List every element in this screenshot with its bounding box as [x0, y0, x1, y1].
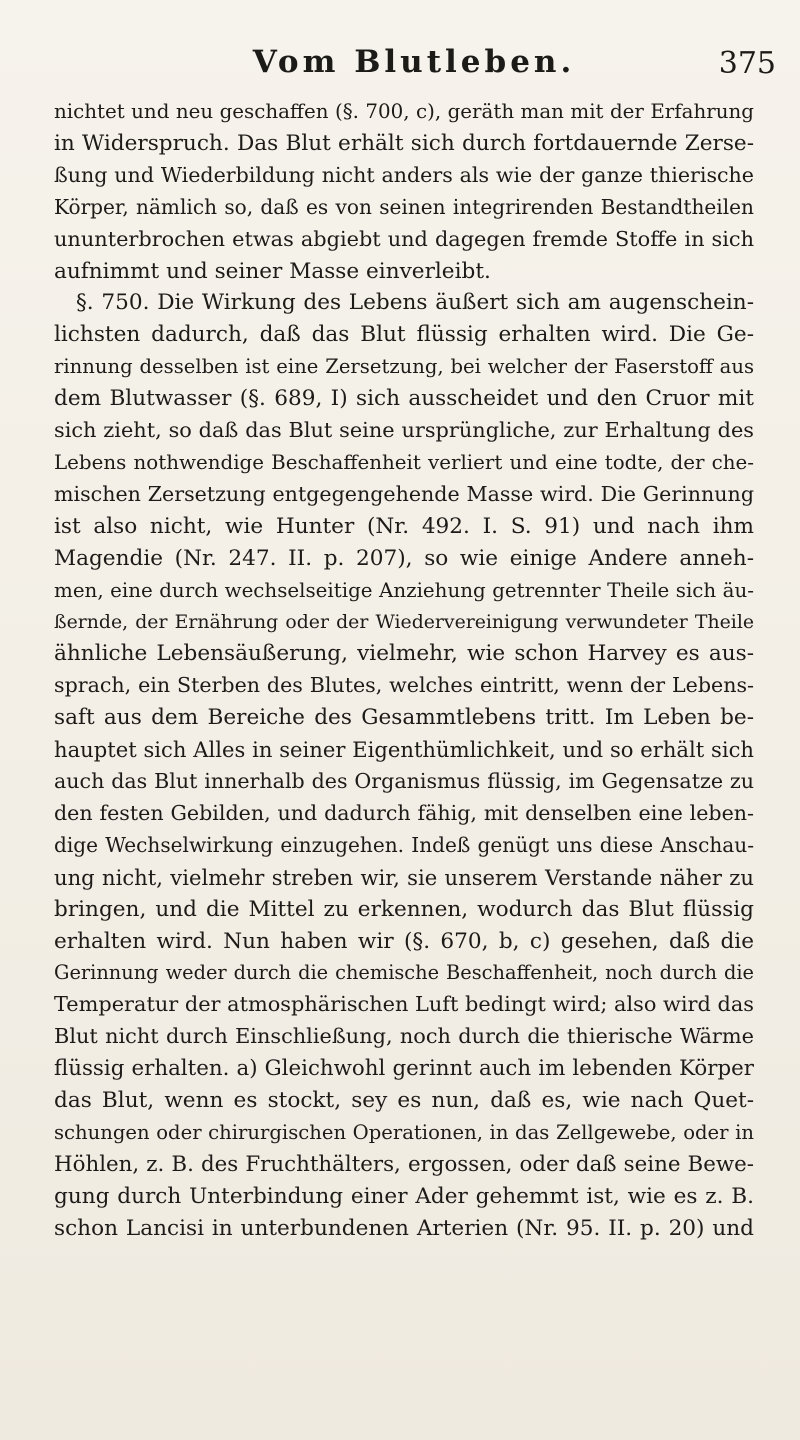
text-line: das Blut, wenn es stockt, sey es nun, daß es, wie nach Quet- — [54, 1088, 754, 1114]
text-line: Lebens nothwendige Beschaffenheit verliert und eine todte, der che- — [54, 450, 754, 474]
text-line: hauptet sich Alles in seiner Eigenthümlichkeit, und so erhält sich — [54, 737, 754, 763]
text-line: nichtet und neu geschaffen (§. 700, c), geräth man mit der Erfahrung — [54, 100, 754, 123]
text-line: schon Lancisi in unterbundenen Arterien (Nr. 95. II. p. 20) und — [54, 1215, 754, 1241]
text-line: ßung und Wiederbildung nicht anders als wie der ganze thierische — [54, 162, 754, 187]
text-line: lichsten dadurch, daß das Blut flüssig erhalten wird. Die Ge- — [54, 322, 754, 348]
page-number: 375 — [718, 46, 776, 81]
text-line: Magendie (Nr. 247. II. p. 207), so wie einige Andere anneh- — [54, 545, 754, 571]
text-line: bringen, und die Mittel zu erkennen, wodurch das Blut flüssig — [54, 896, 754, 922]
page-header — [52, 44, 776, 88]
text-line: flüssig erhalten. a) Gleichwohl gerinnt auch im lebenden Körper — [54, 1056, 754, 1082]
text-line: erhalten wird. Nun haben wir (§. 670, b, c) gesehen, daß die — [54, 928, 754, 954]
text-line: sich zieht, so daß das Blut seine ursprüngliche, zur Erhaltung des — [54, 418, 754, 443]
text-line: in Widerspruch. Das Blut erhält sich durch fortdauernde Zerse- — [54, 130, 754, 156]
text-line: dige Wechselwirkung einzugehen. Indeß genügt uns diese Anschau- — [54, 832, 754, 857]
text-line: men, eine durch wechselseitige Anziehung getrennter Theile sich äu- — [54, 578, 754, 602]
text-line: Gerinnung weder durch die chemische Beschaffenheit, noch durch die — [54, 961, 754, 985]
text-line: sprach, ein Sterben des Blutes, welches eintritt, wenn der Lebens- — [54, 673, 754, 698]
text-line: den festen Gebilden, und dadurch fähig, mit denselben eine leben- — [54, 800, 754, 825]
text-line: aufnimmt und seiner Masse einverleibt. — [54, 258, 491, 284]
text-line: Körper, nämlich so, daß es von seinen integrirenden Bestandtheilen — [54, 194, 754, 219]
text-line: Blut nicht durch Einschließung, noch durch die thierische Wärme — [54, 1024, 754, 1049]
text-line: ähnliche Lebensäußerung, vielmehr, wie schon Harvey es aus- — [54, 641, 754, 667]
text-line: mischen Zersetzung entgegengehende Masse wird. Die Gerinnung — [54, 481, 754, 506]
text-line: schungen oder chirurgischen Operationen, in das Zellgewebe, oder in — [54, 1121, 754, 1144]
text-line: ßernde, der Ernährung oder der Wiedervereinigung verwundeter Theile — [54, 611, 754, 633]
text-line: ist also nicht, wie Hunter (Nr. 492. I. S. 91) und nach ihm — [54, 513, 754, 539]
body-text — [54, 96, 754, 1245]
text-line: saft aus dem Bereiche des Gesammtlebens tritt. Im Leben be- — [54, 705, 754, 731]
text-line: gung durch Unterbindung einer Ader gehemmt ist, wie es z. B. — [54, 1183, 754, 1209]
text-line: §. 750. Die Wirkung des Lebens äußert sich am augenschein- — [76, 290, 754, 316]
text-line: ununterbrochen etwas abgiebt und dagegen fremde Stoffe in sich — [54, 226, 754, 251]
text-line: auch das Blut innerhalb des Organismus flüssig, im Gegensatze zu — [54, 769, 754, 794]
text-line: ung nicht, vielmehr streben wir, sie unserem Verstande näher zu — [54, 864, 754, 890]
running-title: Vom Blutleben. — [252, 44, 576, 80]
text-line: dem Blutwasser (§. 689, I) sich ausscheidet und den Cruor mit — [54, 386, 754, 412]
text-line: Höhlen, z. B. des Fruchthälters, ergossen, oder daß seine Bewe- — [54, 1151, 754, 1177]
text-line: rinnung desselben ist eine Zersetzung, bei welcher der Faserstoff aus — [54, 355, 754, 379]
text-line: Temperatur der atmosphärischen Luft bedingt wird; also wird das — [54, 992, 754, 1017]
